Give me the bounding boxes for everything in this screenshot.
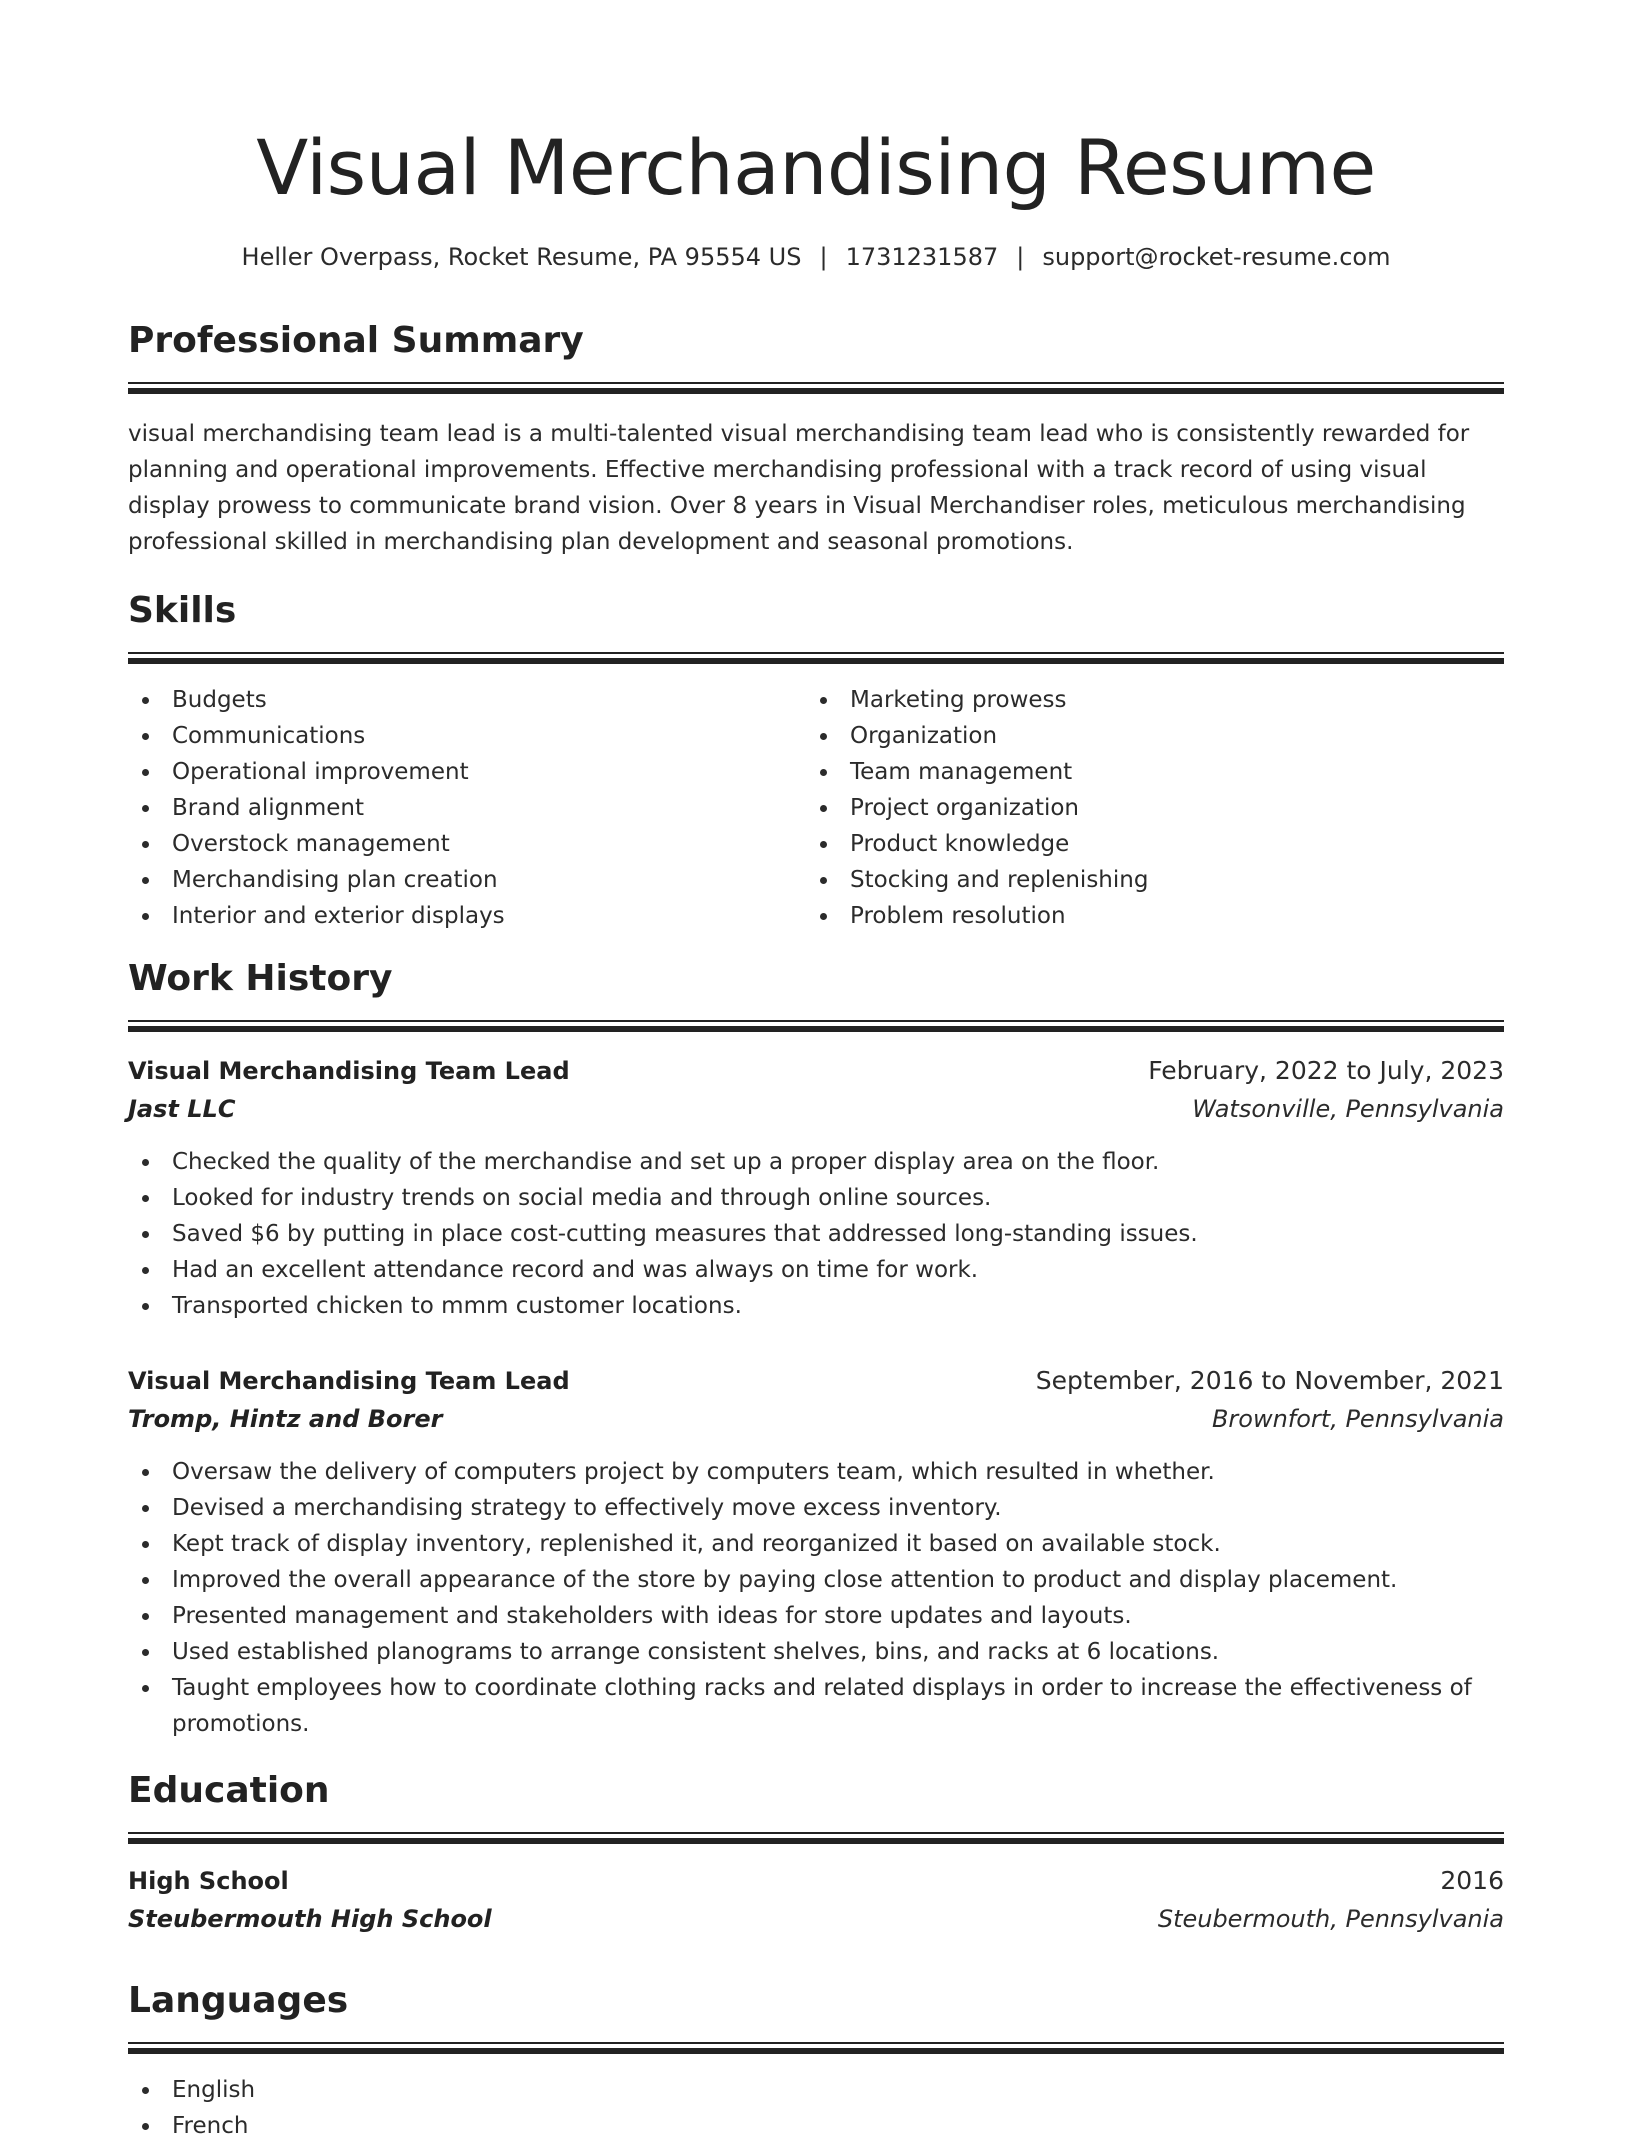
section-divider	[128, 652, 1504, 664]
education-year: 2016	[1440, 1866, 1504, 1895]
work-section-header	[128, 956, 1504, 1032]
section-divider	[128, 382, 1504, 394]
skill-item: Merchandising plan creation	[128, 862, 806, 898]
job-bullet: Devised a merchandising strategy to effectively move excess inventory.	[128, 1490, 1504, 1526]
resume-page	[128, 118, 1504, 2144]
job-dates: September, 2016 to November, 2021	[1035, 1366, 1504, 1395]
job-entry	[128, 1052, 1504, 1324]
job-bullet: Taught employees how to coordinate clothing racks and related displays in order to increase the effectiveness of promotions.	[128, 1670, 1504, 1742]
skill-item: Problem resolution	[806, 898, 1484, 934]
job-bullet: Transported chicken to mmm customer locations.	[128, 1288, 1504, 1324]
job-entry	[128, 1362, 1504, 1742]
skill-item: Marketing prowess	[806, 682, 1484, 718]
skill-item: Communications	[128, 718, 806, 754]
job-bullets	[128, 1144, 1504, 1324]
job-dates: February, 2022 to July, 2023	[1148, 1056, 1504, 1085]
skills-list	[128, 682, 1504, 934]
job-location: Watsonville, Pennsylvania	[1192, 1095, 1504, 1123]
skill-item: Stocking and replenishing	[806, 862, 1484, 898]
contact-phone: 1731231587	[845, 243, 999, 271]
languages-list	[128, 2072, 1504, 2144]
languages-section-header	[128, 1978, 1504, 2054]
contact-line	[128, 240, 1504, 274]
job-bullet: Oversaw the delivery of computers project by computers team, which resulted in whether.	[128, 1454, 1504, 1490]
skill-item: Overstock management	[128, 826, 806, 862]
education-section-header	[128, 1768, 1504, 1844]
contact-address: Heller Overpass, Rocket Resume, PA 95554 US	[241, 243, 802, 271]
section-title-languages: Languages	[128, 1980, 349, 2021]
job-bullet: Looked for industry trends on social media and through online sources.	[128, 1180, 1504, 1216]
section-divider	[128, 1832, 1504, 1844]
job-title: Visual Merchandising Team Lead	[128, 1367, 570, 1395]
contact-separator: |	[819, 243, 828, 271]
section-title-work: Work History	[128, 958, 393, 999]
job-bullet: Improved the overall appearance of the store by paying close attention to product and display placement.	[128, 1562, 1504, 1598]
section-title-summary: Professional Summary	[128, 320, 584, 361]
resume-title: Visual Merchandising Resume	[256, 123, 1376, 212]
contact-separator: |	[1016, 243, 1025, 271]
section-divider	[128, 1020, 1504, 1032]
job-bullet: Presented management and stakeholders with ideas for store updates and layouts.	[128, 1598, 1504, 1634]
job-title: Visual Merchandising Team Lead	[128, 1057, 570, 1085]
skill-item: Project organization	[806, 790, 1484, 826]
job-bullet: Kept track of display inventory, replenished it, and reorganized it based on available stock.	[128, 1526, 1504, 1562]
job-bullet: Checked the quality of the merchandise and set up a proper display area on the floor.	[128, 1144, 1504, 1180]
skill-item: Brand alignment	[128, 790, 806, 826]
language-item: English	[128, 2072, 1504, 2108]
skill-item: Team management	[806, 754, 1484, 790]
education-degree: High School	[128, 1867, 289, 1895]
education-school: Steubermouth High School	[128, 1905, 492, 1933]
section-divider	[128, 2042, 1504, 2054]
education-location: Steubermouth, Pennsylvania	[1157, 1905, 1504, 1933]
language-item: French	[128, 2108, 1504, 2144]
summary-text: visual merchandising team lead is a multi-talented visual merchandising team lead who is consistently rewarded for planning and operational improvements. Effective merchandising professional with a track record of using visual display prowess to communicate brand vision. Over 8 years in Visual Merchandiser roles, meticulous merchandising professional skilled in merchandising plan development and seasonal promotions.	[128, 421, 1470, 555]
section-title-education: Education	[128, 1770, 330, 1811]
skills-column-right	[806, 682, 1484, 934]
section-title-skills: Skills	[128, 590, 237, 631]
job-bullet: Saved $6 by putting in place cost-cutting measures that addressed long-standing issues.	[128, 1216, 1504, 1252]
skills-section-header	[128, 588, 1504, 664]
job-company: Tromp, Hintz and Borer	[128, 1405, 443, 1433]
contact-email: support@rocket-resume.com	[1042, 243, 1391, 271]
skills-column-left	[128, 682, 806, 934]
job-bullet: Had an excellent attendance record and was always on time for work.	[128, 1252, 1504, 1288]
skill-item: Organization	[806, 718, 1484, 754]
skill-item: Budgets	[128, 682, 806, 718]
skill-item: Operational improvement	[128, 754, 806, 790]
skill-item: Interior and exterior displays	[128, 898, 806, 934]
job-company: Jast LLC	[128, 1095, 236, 1123]
education-entry	[128, 1862, 1504, 1938]
summary-section-header	[128, 318, 1504, 394]
skill-item: Product knowledge	[806, 826, 1484, 862]
job-bullet: Used established planograms to arrange consistent shelves, bins, and racks at 6 locations.	[128, 1634, 1504, 1670]
job-bullets	[128, 1454, 1504, 1742]
job-location: Brownfort, Pennsylvania	[1211, 1405, 1504, 1433]
